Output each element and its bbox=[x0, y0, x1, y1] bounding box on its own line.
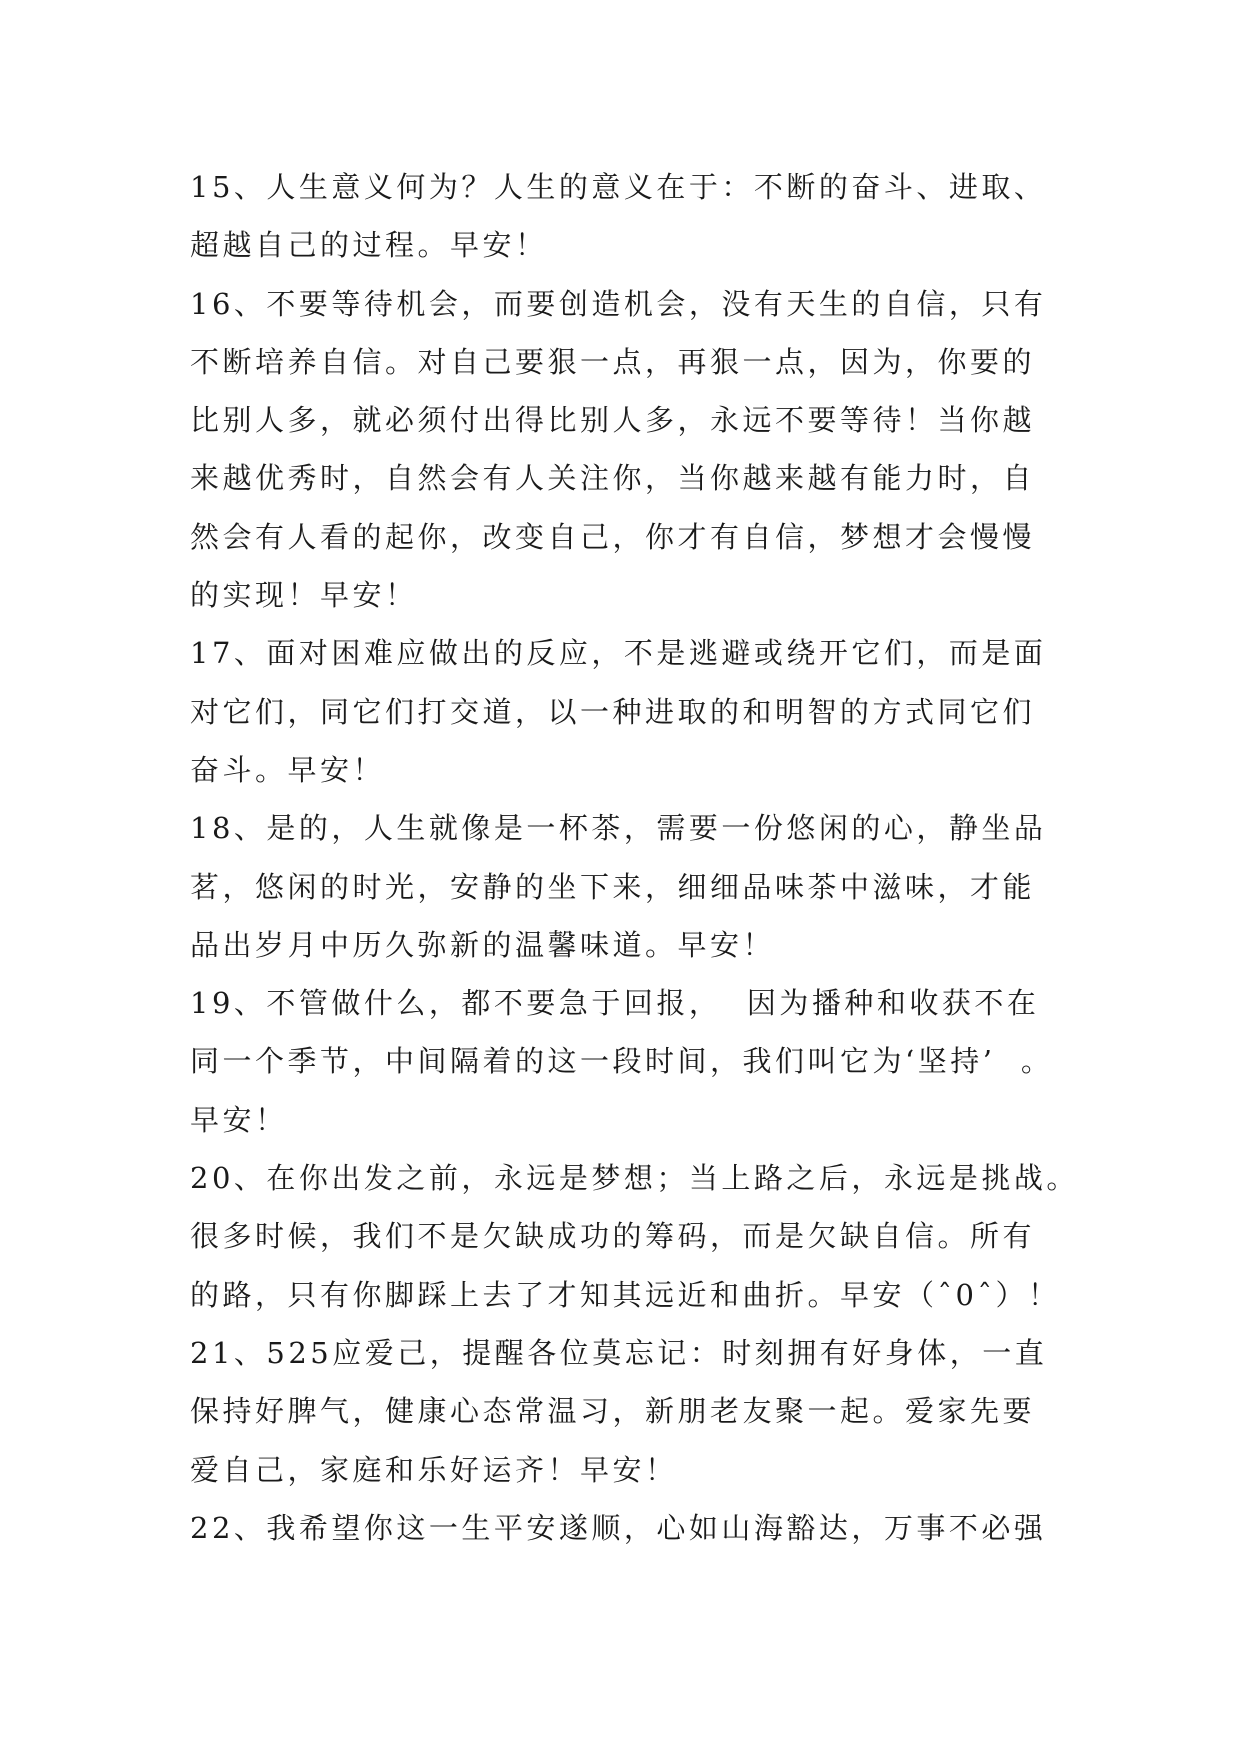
text-line: 奋斗。早安！ bbox=[190, 752, 386, 787]
text-line: 15、人生意义何为？人生的意义在于：不断的奋斗、进取、 bbox=[190, 170, 1047, 204]
text-line: 对它们，同它们打交道，以一种进取的和明智的方式同它们 bbox=[190, 694, 1036, 729]
text-line: 比别人多，就必须付出得比别人多，永远不要等待！当你越 bbox=[190, 403, 1036, 438]
text-line: 超越自己的过程。早安！ bbox=[190, 228, 548, 263]
text-line: 保持好脾气，健康心态常温习，新朋老友聚一起。爱家先要 bbox=[190, 1394, 1036, 1429]
text-line: 17、面对困难应做出的反应，不是逃避或绕开它们，而是面 bbox=[190, 636, 1047, 671]
text-line: 爱自己，家庭和乐好运齐！早安！ bbox=[190, 1452, 678, 1487]
text-line: 很多时候，我们不是欠缺成功的筹码，而是欠缺自信。所有 bbox=[190, 1219, 1036, 1254]
text-line: 的实现！早安！ bbox=[190, 578, 418, 613]
text-line: 20、在你出发之前，永远是梦想；当上路之后，永远是挑战。 bbox=[190, 1161, 1079, 1196]
text-line: 茗，悠闲的时光，安静的坐下来，细细品味茶中滋味，才能 bbox=[190, 869, 1036, 904]
text-line: 早安！ bbox=[190, 1102, 288, 1137]
text-line: 不断培养自信。对自己要狠一点，再狠一点，因为，你要的 bbox=[190, 344, 1036, 379]
text-line: 品出岁月中历久弥新的温馨味道。早安！ bbox=[190, 927, 776, 962]
text-line: 19、不管做什么，都不要急于回报， 因为播种和收获不在 bbox=[190, 986, 1040, 1021]
text-line: 18、是的，人生就像是一杯茶，需要一份悠闲的心，静坐品 bbox=[190, 811, 1047, 846]
text-line: 的路，只有你脚踩上去了才知其远近和曲折。早安（ˆ0ˆ）！ bbox=[190, 1277, 1061, 1312]
text-line: 来越优秀时，自然会有人关注你，当你越来越有能力时，自 bbox=[190, 461, 1036, 496]
text-line: 22、我希望你这一生平安遂顺，心如山海豁达，万事不必强 bbox=[190, 1510, 1047, 1545]
text-line: 21、525应爱己，提醒各位莫忘记：时刻拥有好身体，一直 bbox=[190, 1335, 1048, 1370]
text-line: 然会有人看的起你，改变自己，你才有自信，梦想才会慢慢 bbox=[190, 519, 1036, 554]
text-line: 同一个季节，中间隔着的这一段时间，我们叫它为‘坚持’ 。 bbox=[190, 1044, 1054, 1079]
text-line: 16、不要等待机会，而要创造机会，没有天生的自信，只有 bbox=[190, 286, 1047, 321]
document-body bbox=[190, 158, 1090, 1557]
